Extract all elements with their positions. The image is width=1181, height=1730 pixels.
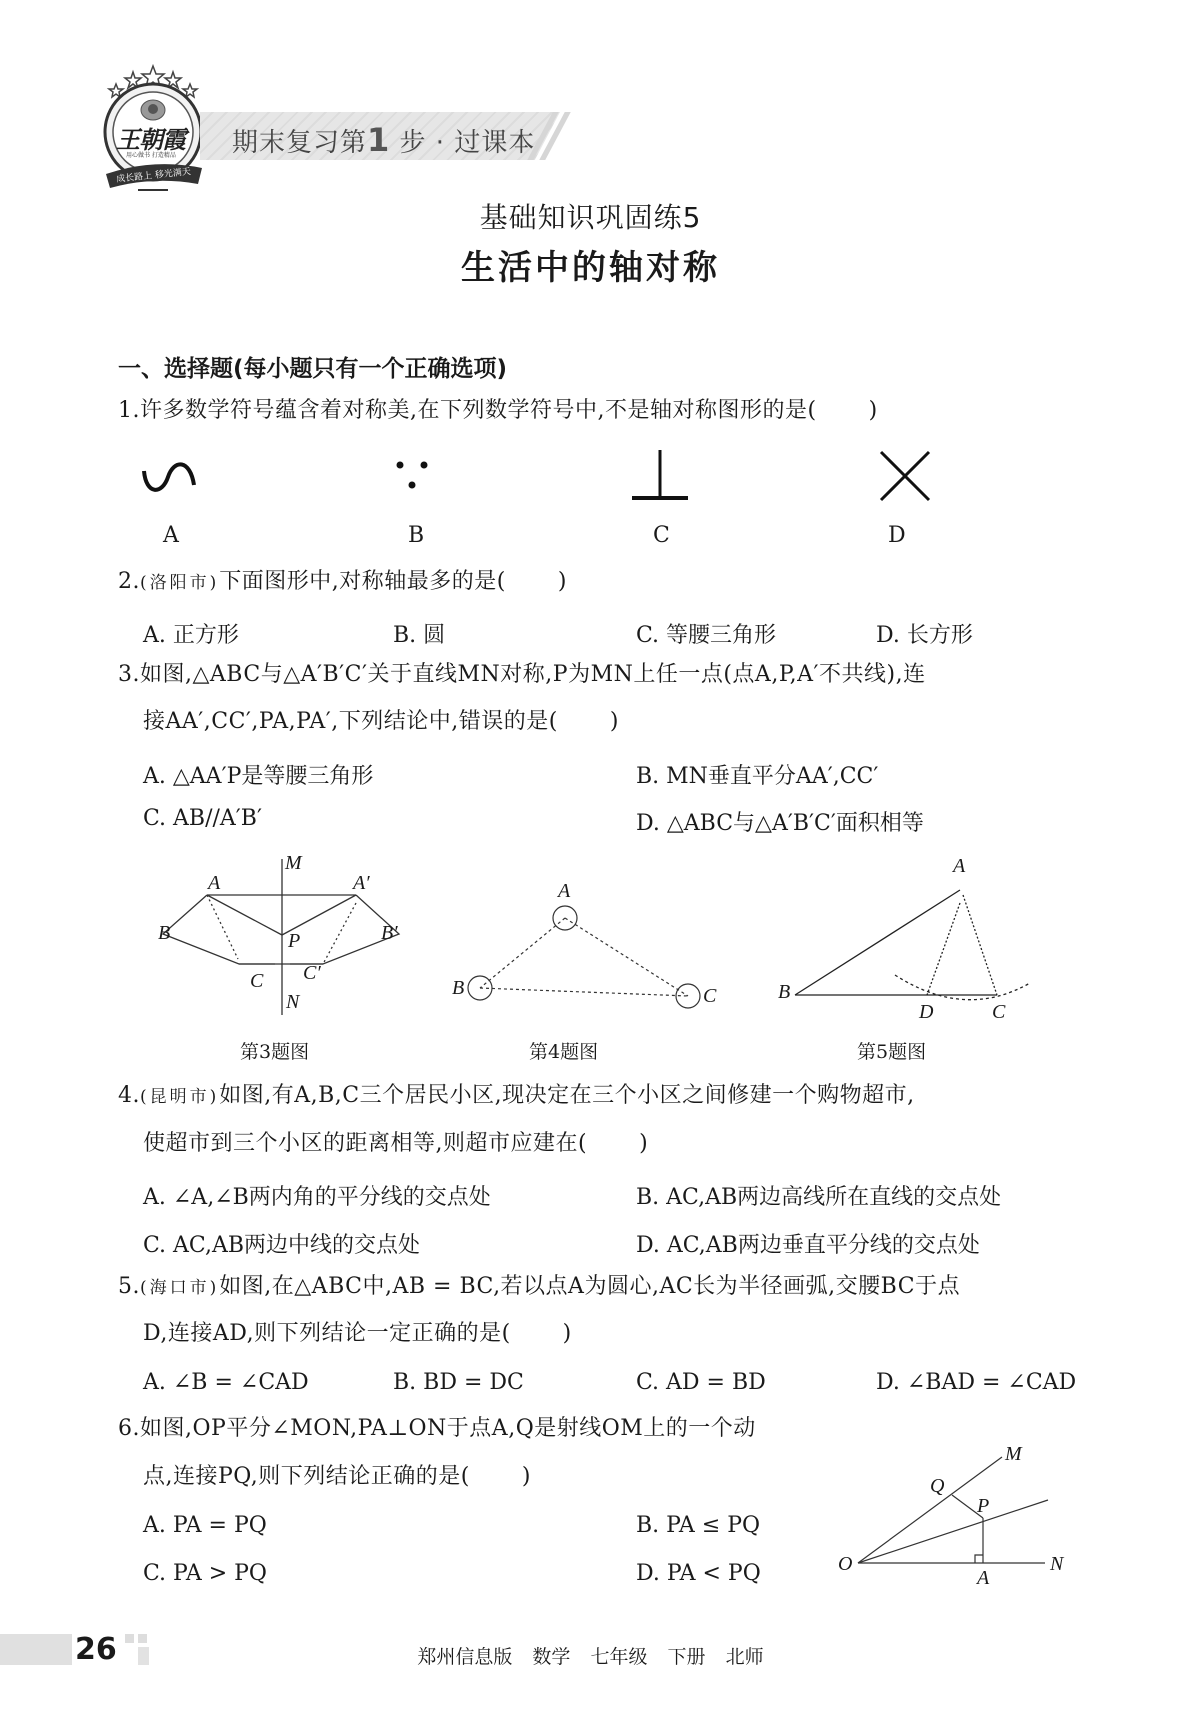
paren-close: ) — [639, 1131, 649, 1156]
question-4 — [118, 1085, 915, 1107]
question-text: D,连接AD,则下列结论一定正确的是( — [143, 1321, 511, 1346]
logo-slogan: 用心做书 打造精品 — [126, 152, 176, 159]
question-number: 1. — [118, 398, 140, 423]
q5-option-a[interactable]: A. ∠B = ∠CAD — [143, 1370, 309, 1395]
fig6-label-p: P — [977, 1495, 990, 1517]
question-number: 6. — [118, 1416, 140, 1441]
question-6-line2 — [143, 1466, 531, 1488]
logo-brand: 王朝霞 — [116, 126, 185, 154]
footer-info — [0, 1642, 1181, 1669]
perpendicular-icon — [630, 448, 690, 504]
question-text: 使超市到三个小区的距离相等,则超市应建在( — [143, 1131, 588, 1156]
fig3-label-c: C — [250, 970, 264, 992]
figure-5-caption: 第5题图 — [857, 1041, 927, 1063]
question-text: 如图,有A,B,C三个居民小区,现决定在三个小区之间修建一个购物超市, — [219, 1083, 915, 1108]
q4-option-b[interactable]: B. AC,AB两边高线所在直线的交点处 — [636, 1185, 1002, 1210]
fig3-label-p: P — [288, 930, 301, 952]
question-2 — [118, 571, 567, 593]
question-source: (海口市) — [140, 1278, 220, 1298]
q2-option-b[interactable]: B. 圆 — [393, 623, 446, 648]
logo-ribbon: 成长路上 移光满天 — [115, 167, 192, 185]
question-6 — [118, 1418, 756, 1440]
q4-option-c[interactable]: C. AC,AB两边中线的交点处 — [143, 1233, 421, 1258]
q6-option-b[interactable]: B. PA ≤ PQ — [636, 1513, 761, 1538]
question-3-line2 — [143, 711, 619, 733]
triangle-abc-edges — [163, 895, 275, 964]
fig3-label-b-prime: B′ — [381, 922, 398, 944]
q1-label-a: A — [163, 523, 179, 548]
question-number: 3. — [118, 662, 140, 687]
ray-op — [858, 1500, 1048, 1563]
question-4-line2 — [143, 1133, 648, 1155]
question-source: (洛阳市) — [140, 573, 220, 593]
q1-option-d-symbol[interactable] — [877, 448, 933, 508]
fig4-label-c: C — [703, 985, 717, 1007]
fig4-label-a: A — [558, 880, 571, 902]
question-text: 如图,△ABC与△A′B′C′关于直线MN对称,P为MN上任一点(点A,P,A′不共线),连 — [140, 662, 926, 687]
fig3-label-a-prime: A′ — [353, 872, 370, 894]
figure-3-caption: 第3题图 — [240, 1041, 310, 1063]
question-source: (昆明市) — [140, 1087, 220, 1107]
figure-6-diagram — [830, 1445, 1080, 1605]
banner-suffix: 步 · 过课本 — [399, 128, 536, 158]
fig5-label-b: B — [778, 981, 791, 1003]
question-5-line2 — [143, 1323, 572, 1345]
footer-volume: 下册 — [667, 1646, 706, 1668]
q2-option-c[interactable]: C. 等腰三角形 — [636, 623, 777, 648]
banner-title — [232, 121, 535, 159]
q1-option-b-symbol[interactable] — [392, 455, 432, 499]
side-ab — [795, 890, 960, 995]
fig6-label-n: N — [1050, 1553, 1064, 1575]
q1-option-a-symbol[interactable] — [138, 455, 200, 499]
q2-option-d[interactable]: D. 长方形 — [876, 623, 973, 648]
fig5-label-a: A — [953, 855, 966, 877]
question-number: 4. — [118, 1083, 140, 1108]
q3-option-b[interactable]: B. MN垂直平分AA′,CC′ — [636, 764, 879, 789]
figure-4-diagram — [450, 880, 720, 1020]
banner-number: 1 — [367, 121, 391, 159]
publisher-logo — [98, 62, 208, 192]
q4-option-a[interactable]: A. ∠A,∠B两内角的平分线的交点处 — [143, 1185, 491, 1210]
q3-option-a[interactable]: A. △AA′P是等腰三角形 — [143, 764, 374, 789]
question-text: 下面图形中,对称轴最多的是( — [219, 569, 506, 594]
question-1 — [118, 400, 878, 422]
q5-option-d[interactable]: D. ∠BAD = ∠CAD — [876, 1370, 1077, 1395]
question-text: 点,连接PQ,则下列结论正确的是( — [143, 1464, 470, 1489]
because-dots-icon — [392, 455, 432, 495]
q2-option-a[interactable]: A. 正方形 — [143, 623, 239, 648]
question-number: 5. — [118, 1274, 140, 1299]
question-text: 如图,OP平分∠MON,PA⊥ON于点A,Q是射线OM上的一个动 — [140, 1416, 756, 1441]
q6-option-c[interactable]: C. PA > PQ — [143, 1561, 267, 1586]
fig3-label-c-prime: C′ — [303, 962, 321, 984]
q6-option-d[interactable]: D. PA < PQ — [636, 1561, 761, 1586]
fig5-label-d: D — [919, 1001, 934, 1023]
fig6-label-a: A — [977, 1567, 990, 1589]
times-cross-icon — [877, 448, 933, 504]
fig6-label-m: M — [1005, 1443, 1022, 1465]
fig3-label-n: N — [286, 991, 300, 1013]
question-text: 许多数学符号蕴含着对称美,在下列数学符号中,不是轴对称图形的是( — [140, 398, 817, 423]
paren-close: ) — [562, 1321, 572, 1346]
footer-publisher: 北师 — [725, 1646, 764, 1668]
q3-option-d[interactable]: D. △ABC与△A′B′C′面积相等 — [636, 811, 924, 836]
figure-5-diagram — [775, 855, 1035, 1015]
figure-3 — [158, 852, 430, 1015]
side-ac — [963, 895, 997, 995]
paren-close: ) — [557, 569, 567, 594]
figure-4 — [450, 880, 720, 1020]
figure-6 — [830, 1445, 1080, 1605]
question-text: 如图,在△ABC中,AB = BC,若以点A为圆心,AC长为半径画弧,交腰BC于点 — [219, 1274, 961, 1299]
section-heading: 一、选择题(每小题只有一个正确选项) — [118, 356, 508, 382]
page-title: 生活中的轴对称 — [461, 248, 720, 288]
question-3 — [118, 664, 926, 686]
question-text: 接AA′,CC′,PA,PA′,下列结论中,错误的是( — [143, 709, 558, 734]
fig3-label-b: B — [158, 922, 171, 944]
question-number: 2. — [118, 569, 140, 594]
banner-prefix: 期末复习第 — [232, 128, 368, 158]
figure-4-caption: 第4题图 — [529, 1041, 599, 1063]
footer-grade: 七年级 — [590, 1646, 648, 1668]
q4-option-d[interactable]: D. AC,AB两边垂直平分线的交点处 — [636, 1233, 980, 1258]
q3-option-c[interactable]: C. AB//A′B′ — [143, 806, 262, 831]
question-5 — [118, 1276, 960, 1298]
fig4-label-b: B — [452, 977, 465, 999]
paren-close: ) — [609, 709, 619, 734]
fig3-label-a: A — [208, 872, 221, 894]
figure-5 — [775, 855, 1035, 1023]
sine-curve-icon — [138, 455, 200, 495]
fig5-label-c: C — [992, 1001, 1006, 1023]
q1-option-c-symbol[interactable] — [630, 448, 690, 508]
fig6-label-q: Q — [930, 1475, 945, 1497]
right-angle-mark — [975, 1555, 983, 1563]
q1-label-d: D — [888, 523, 906, 548]
footer-subject: 数学 — [532, 1646, 571, 1668]
fig6-label-o: O — [838, 1553, 853, 1575]
fig3-label-m: M — [285, 852, 302, 874]
q5-option-b[interactable]: B. BD = DC — [393, 1370, 524, 1395]
q1-label-c: C — [653, 523, 670, 548]
exercise-subtitle: 基础知识巩固练5 — [479, 201, 702, 234]
q5-option-c[interactable]: C. AD = BD — [636, 1370, 766, 1395]
q6-option-a[interactable]: A. PA = PQ — [143, 1513, 267, 1538]
q1-label-b: B — [408, 523, 425, 548]
paren-close: ) — [521, 1464, 531, 1489]
segment-ad — [927, 903, 960, 995]
page-number: 26 — [75, 1632, 117, 1667]
arc — [895, 975, 1030, 1000]
paren-close: ) — [868, 398, 878, 423]
footer-edition: 郑州信息版 — [417, 1646, 513, 1668]
